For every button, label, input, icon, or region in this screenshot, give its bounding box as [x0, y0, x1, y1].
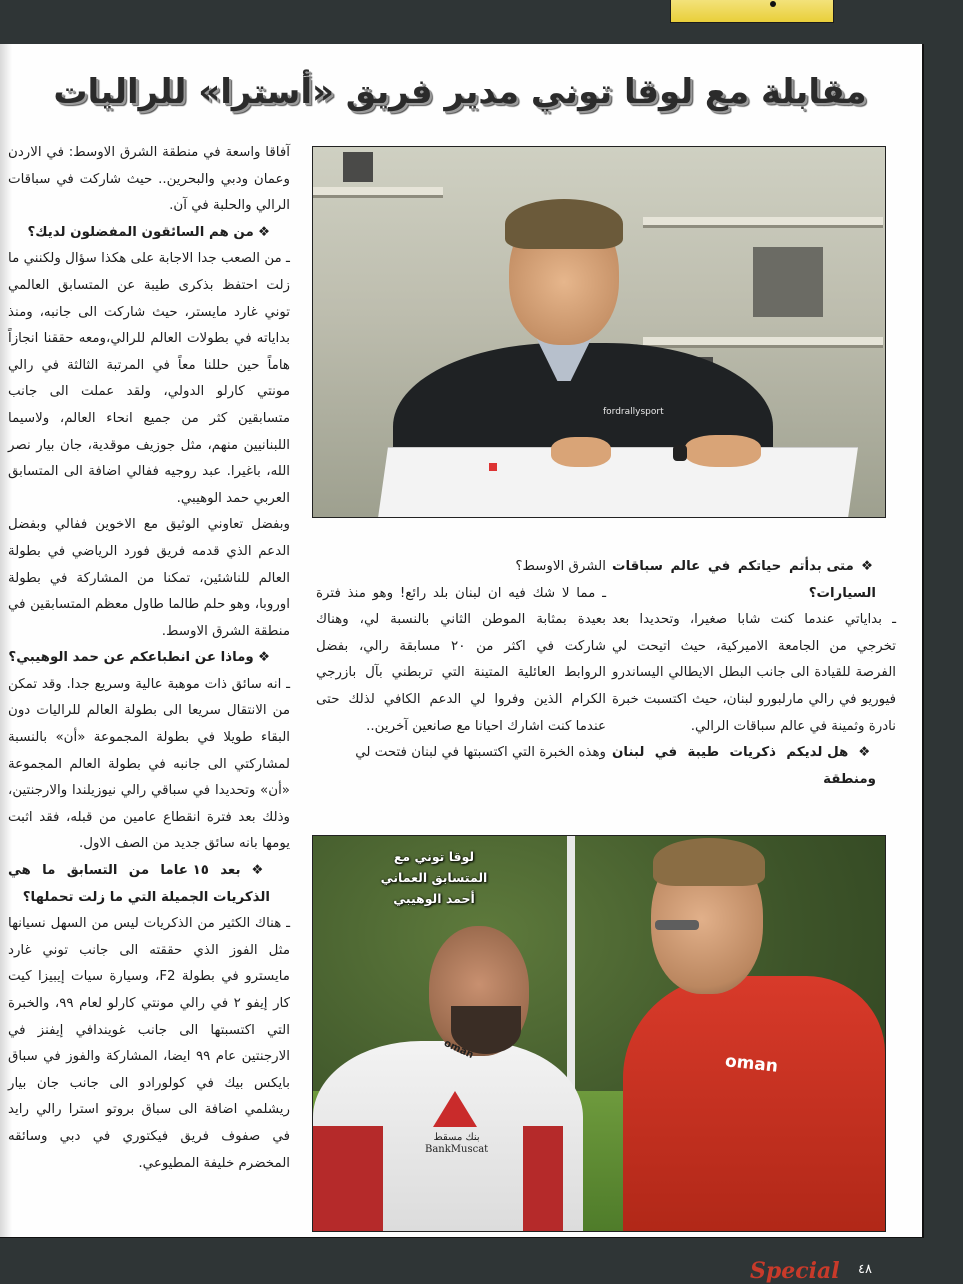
sweater-logo: oman — [724, 1051, 779, 1077]
article-panel — [0, 44, 924, 1239]
paragraph: ـ بداياتي عندما كنت شابا صغيرا، وتحديدا بعد تخرجي من الجامعة الاميركية، حيث اتيحت لي الفرصة للقيادة الى جانب البطل الايطالي اليساندرو فيوريو في رالي مارلبورو لبنان، حيث اكتسبت خبرة نادرة وثمينة في عالم سباقات الرالي. — [612, 612, 896, 734]
red-mark — [489, 463, 497, 471]
interview-question: ❖ من هم السائقون المفضلون لديك؟ — [8, 220, 290, 247]
toni-hair — [653, 838, 765, 886]
suit-logo: oman — [442, 1037, 476, 1062]
hand-writing — [551, 437, 611, 467]
sunglasses-icon — [655, 920, 699, 930]
suit-panel — [313, 1126, 383, 1231]
trophy — [343, 152, 373, 182]
suit-panel — [523, 1126, 563, 1231]
article-headline: مقابلة مع لوقا توني مدير فريق «أسترا» للراليات — [53, 72, 867, 112]
papers — [378, 447, 858, 518]
hand — [685, 435, 761, 467]
shelf — [643, 217, 883, 228]
interview-question: ❖ متى بدأتم حياتكم في عالم سباقات السيارات؟ — [612, 554, 896, 607]
paragraph: الشرق الاوسط؟ — [515, 559, 606, 574]
section-brand: Special — [750, 1258, 840, 1284]
red-sweater — [623, 976, 885, 1231]
photo-caption — [369, 846, 499, 909]
jacket-logo: fordrallysport — [603, 407, 664, 417]
page-number: ٤٨ — [858, 1262, 872, 1277]
paragraph: ـ مما لا شك فيه ان لبنان بلد رائع! وهو منذ فترة بعيدة بمثابة الموطن الثاني بالنسبة لي، وهناك شاركت في اكثر من ٢٠ مسابقة رالي، بفضل الروابط العائلية المتينة التي تربطني بآل بازرجي الكرام الذين وفروا لي الدعم الكافي لذلك حتى عندما كنت اشارك احيانا مع صانعين آخرين.. — [316, 585, 606, 734]
interview-question: ❖ وماذا عن انطباعكم عن حمد الوهيبي؟ — [8, 645, 290, 672]
tab-dot-icon — [770, 1, 776, 7]
hair — [505, 199, 623, 249]
paragraph: ـ من الصعب جدا الاجابة على هكذا سؤال ولكنني ما زلت احتفظ بذكرى طيبة عن المتسابق العالمي توني غارد مايستر، حيث شاركت الى جانبه، ومنذ بداياته في بطولات العالم للرالي،ومعه حققنا انجازاً هاماً حين حللنا معاً في المرتبة الثالثة في رالي مونتي كارلو الدولي، ولقد عملت الى جانب متسابقين كثر من جميع انحاء العالم، ولاسيما اللبنانيين منهم، مثل جوزيف موقدية، جان بيار نصر الله، باغيرا. عبد روجيه ففالي اضافة الى المتسابق العربي حمد الوهيبي. — [8, 251, 290, 506]
tent-pole — [567, 836, 575, 1096]
caption-line: أحمد الوهيبي — [393, 891, 475, 906]
paragraph: وهذه الخبرة التي اكتسبتها في لبنان فتحت لي — [355, 745, 606, 761]
paragraph: ـ هناك الكثير من الذكريات ليس من السهل نسيانها مثل الفوز الذي حققته الى جانب توني غارد مايسترو في بطولة F2، وسيارة سيات إيبيزا كيت كار إيفو ٢ في رالي مونتي كارلو لعام ٩٩، والخبرة التي اكتسبتها الى جانب غويندافي إيفنز في الارجنتين عام ٩٩ ايضا، المشاركة والفوز في سباق بايكس بيك في كولورادو الى جانب جان بيار ريشلمي اضافة الى سباق بروتو استرا رالي رايد في صفوف فريق فيكتوري في دبي وسائقه المخضرم خليفة المطيوعي. — [8, 916, 290, 1171]
column-left — [8, 140, 290, 1177]
picture-frame — [753, 247, 823, 317]
paragraph: ـ انه سائق ذات موهبة عالية وسريع جدا. وقد تمكن من الانتقال سريعا الى بطولة العالم للراليات دون البقاء طويلا في بطولة المجموعة «أن» بالنسبة لمشاركتي الى جانبه في بطولة العالم المجموعة «أن» وتحديدا في سباقي رالي نيوزيلندا والارجنتين، وذلك بعد فترة انقطاع عامين من قبله، فقد اثبت يومها بانه سائق جديد من الصف الاول. — [8, 676, 290, 852]
column-middle — [316, 554, 606, 767]
bank-logo-ar: بنك مسقط — [433, 1132, 480, 1143]
photo-luca-toni-desk — [312, 146, 886, 518]
column-right — [612, 554, 896, 793]
interview-question: ❖ هل لديكم ذكريات طيبة في لبنان ومنطقة — [612, 740, 896, 793]
watch-icon — [673, 445, 687, 461]
bank-logo-icon — [433, 1091, 477, 1127]
bank-logo-text — [425, 1132, 488, 1156]
paragraph: وبفضل تعاوني الوثيق مع الاخوين ففالي وبفضل الدعم الذي قدمه فريق فورد الرياضي في بطولة العالم للناشئين، تمكنا من المشاركة في بطولة اوروبا، وهو حلم طالما طاول معظم المتسابقين في منطقة الشرق الاوسط. — [8, 517, 290, 639]
paragraph: آفاقا واسعة في منطقة الشرق الاوسط: في الاردن وعمان ودبي والبحرين.. حيث شاركت في سباقات الرالي والحلبة في آن. — [8, 145, 290, 214]
photo-toni-with-alwahaibi — [312, 835, 886, 1232]
caption-line: المتسابق العماني — [380, 870, 488, 885]
shelf — [313, 187, 443, 198]
bank-logo-en: BankMuscat — [425, 1144, 489, 1155]
interview-question: ❖ بعد ١٥ عاما من التسابق ما هي الذكريات الجميلة التي ما زلت تحملها؟ — [8, 858, 290, 911]
caption-line: لوقا توني مع — [393, 849, 475, 864]
bottom-frame — [0, 1238, 963, 1284]
top-frame — [0, 0, 963, 44]
section-tab — [670, 0, 834, 23]
shelf — [643, 337, 883, 348]
